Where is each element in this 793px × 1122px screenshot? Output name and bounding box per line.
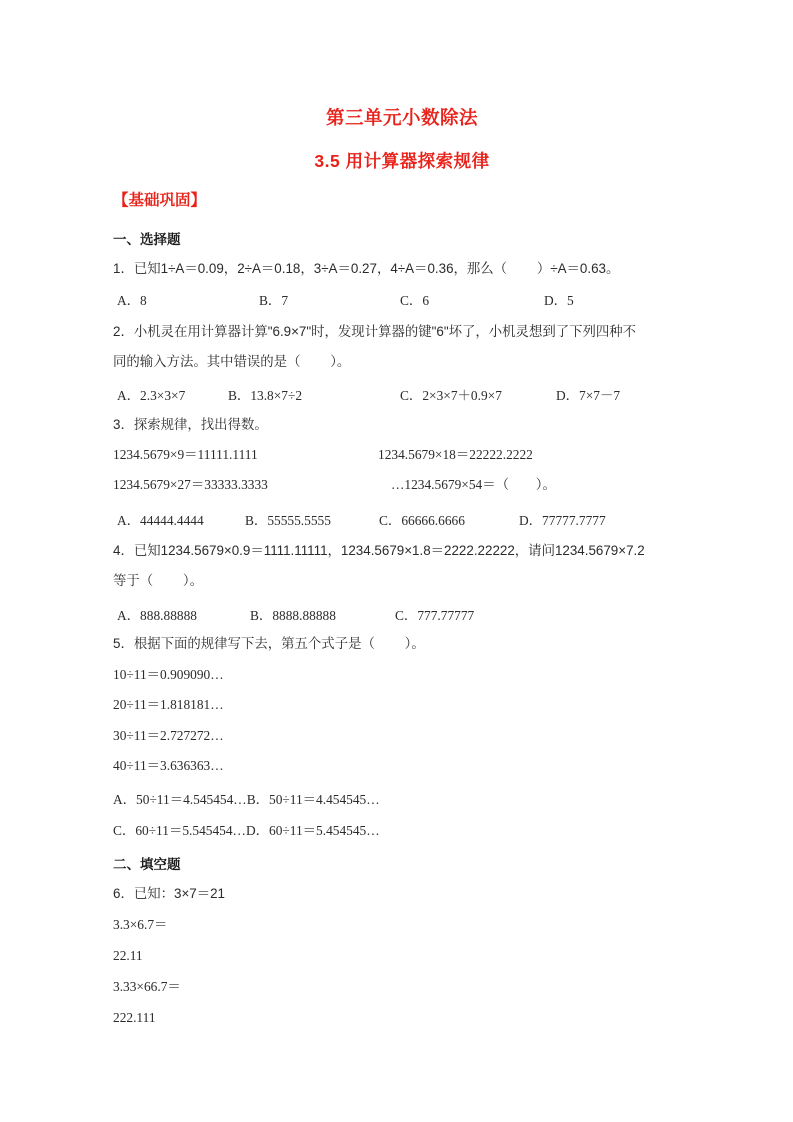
option-4-b[interactable]: B．8888.88888 [250,608,336,623]
question-3-equation-2-right: …1234.5679×54＝（ ）。 [391,477,556,492]
option-1-c[interactable]: C．6 [400,293,430,308]
section-heading-fill: 二、填空题 [113,857,181,872]
option-2-b[interactable]: B．13.8×7÷2 [228,388,303,403]
question-2-stem-line2: 同的输入方法。其中错误的是（ ）。 [113,354,351,369]
question-2-options [113,385,691,405]
option-1-a[interactable]: A．8 [117,293,147,308]
option-1-b[interactable]: B．7 [259,293,289,308]
question-3-options [113,510,691,530]
option-4-a[interactable]: A．888.88888 [117,608,197,623]
section-heading-choice: 一、选择题 [113,232,181,247]
question-6-line-2: 22.11 [113,948,143,963]
option-3-d[interactable]: D．77777.7777 [519,513,606,528]
question-6-line-1: 3.3×6.7＝ [113,917,168,932]
option-3-b[interactable]: B．55555.5555 [245,513,331,528]
question-1-options [113,290,691,310]
option-3-a[interactable]: A．44444.4444 [117,513,204,528]
question-6-line-3: 3.33×66.7＝ [113,979,181,994]
option-2-d[interactable]: D．7×7－7 [556,388,621,403]
option-1-d[interactable]: D．5 [544,293,574,308]
question-6-stem: 6．已知：3×7＝21 [113,886,226,901]
question-5-pattern-4: 40÷11＝3.636363… [113,758,224,773]
question-3-equation-1-right: 1234.5679×18＝22222.2222 [378,447,533,462]
option-2-c[interactable]: C．2×3×7＋0.9×7 [400,388,502,403]
question-3-equation-2-left: 1234.5679×27＝33333.3333 [113,477,268,492]
question-2-stem-line1: 2．小机灵在用计算器计算"6.9×7"时，发现计算器的键"6"坏了，小机灵想到了下列四种不 [113,324,637,339]
question-3-equation-1-left: 1234.5679×9＝11111.1111 [113,447,258,462]
question-5-options-row1[interactable]: A．50÷11＝4.545454…B．50÷11＝4.454545… [113,792,380,807]
question-3-stem: 3．探索规律，找出得数。 [113,417,268,432]
question-6-line-4: 222.111 [113,1010,156,1025]
option-4-c[interactable]: C．777.77777 [395,608,475,623]
section-heading-basic: 【基础巩固】 [113,192,207,209]
question-1-stem: 1．已知1÷A＝0.09，2÷A＝0.18，3÷A＝0.27，4÷A＝0.36，那么（ ）÷A＝0.63。 [113,261,620,276]
question-5-options-row2[interactable]: C．60÷11＝5.545454…D．60÷11＝5.454545… [113,823,380,838]
question-4-stem-line1: 4．已知1234.5679×0.9＝1111.11111，1234.5679×1.8＝2222.22222，请问1234.5679×7.2 [113,543,645,558]
question-5-pattern-2: 20÷11＝1.818181… [113,697,224,712]
question-5-stem: 5．根据下面的规律写下去，第五个式子是（ ）。 [113,636,425,651]
option-2-a[interactable]: A．2.3×3×7 [117,388,186,403]
question-5-pattern-3: 30÷11＝2.727272… [113,728,224,743]
question-4-options [113,605,691,625]
page-title: 第三单元小数除法 [325,107,478,128]
page-subtitle: 3.5 用计算器探索规律 [314,151,490,171]
question-4-stem-line2: 等于（ ）。 [113,573,204,588]
question-5-pattern-1: 10÷11＝0.909090… [113,667,224,682]
option-3-c[interactable]: C．66666.6666 [379,513,465,528]
